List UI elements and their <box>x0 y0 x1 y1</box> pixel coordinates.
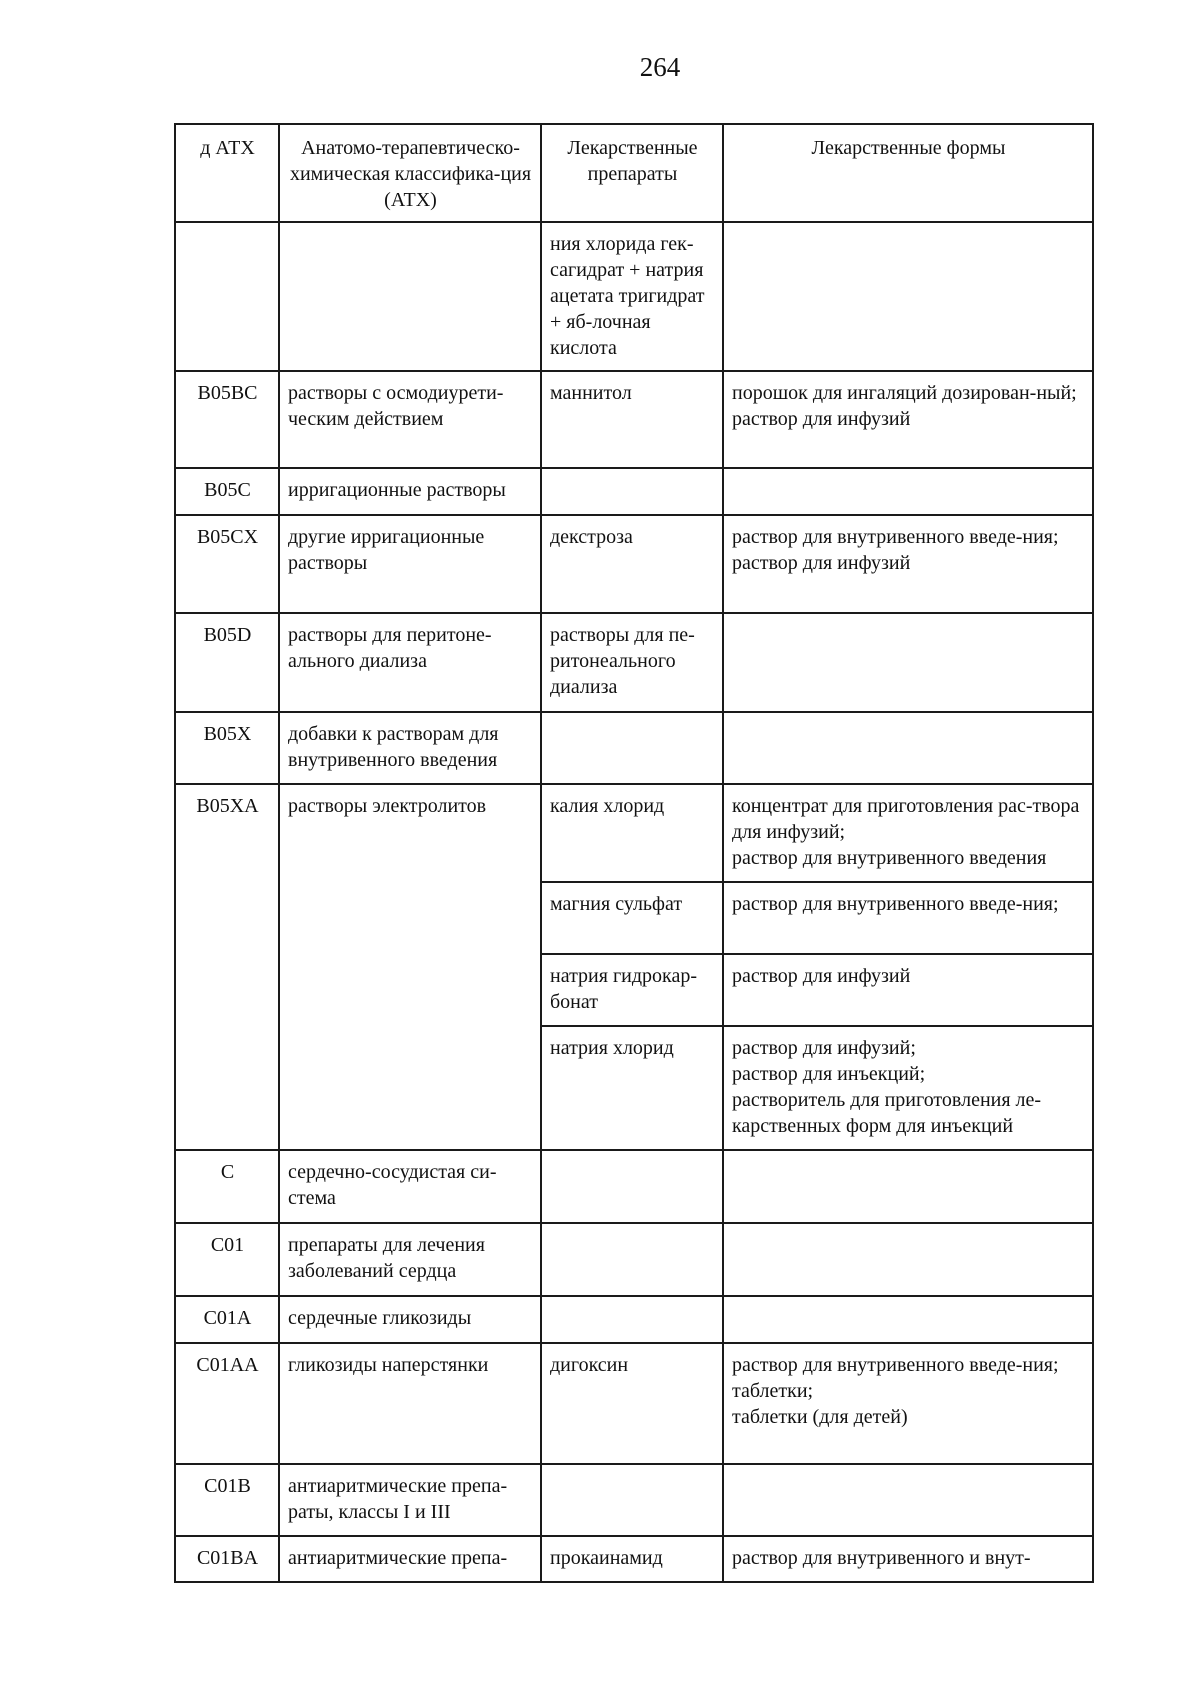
drug-cell <box>541 1464 723 1536</box>
classification-cell: гликозиды наперстянки <box>279 1343 541 1464</box>
atx-code-cell: C <box>175 1150 279 1223</box>
classification-cell: антиаритмические препа-раты, классы I и III <box>279 1464 541 1536</box>
form-line: таблетки; <box>732 1380 814 1402</box>
forms-cell <box>723 222 1093 371</box>
form-line: растворитель для приготовления ле-карственных форм для инъекций <box>732 1089 1042 1137</box>
table-row <box>175 712 1093 784</box>
atx-code-cell: C01 <box>175 1223 279 1296</box>
drug-cell <box>541 468 723 515</box>
table-row <box>175 784 1093 882</box>
table-row <box>175 222 1093 371</box>
form-line: раствор для внутривенного введе-ния; <box>732 526 1059 548</box>
drug-cell: калия хлорид <box>541 784 723 882</box>
drug-cell <box>541 1296 723 1343</box>
atx-code-cell: C01B <box>175 1464 279 1536</box>
atx-table <box>174 123 1094 1583</box>
forms-cell <box>723 1026 1093 1150</box>
atx-code-cell: C01A <box>175 1296 279 1343</box>
atx-code-cell: B05D <box>175 613 279 712</box>
atx-code-cell: B05XA <box>175 784 279 1150</box>
form-line: раствор для инфузий; <box>732 1037 916 1059</box>
page-number: 264 <box>639 52 681 82</box>
table-row <box>175 1343 1093 1464</box>
forms-cell <box>723 371 1093 468</box>
table-row <box>175 1296 1093 1343</box>
table-row <box>175 515 1093 613</box>
form-line: раствор для инфузий <box>732 965 911 987</box>
classification-cell: растворы для перитоне-ального диализа <box>279 613 541 712</box>
classification-cell: растворы электролитов <box>279 784 541 1150</box>
drug-cell: ния хлорида гек-сагидрат + натрия ацетата тригидрат + яб-лочная кислота <box>541 222 723 371</box>
classification-cell <box>279 222 541 371</box>
form-line: раствор для инъекций; <box>732 1063 926 1085</box>
forms-cell <box>723 784 1093 882</box>
form-line: раствор для инфузий <box>732 552 911 574</box>
forms-cell <box>723 1536 1093 1582</box>
header-classification: Анатомо-терапевтическо-химическая классифика-ция (АТХ) <box>279 124 541 222</box>
classification-cell: другие ирригационные растворы <box>279 515 541 613</box>
form-line: концентрат для приготовления рас-твора для инфузий; <box>732 795 1080 843</box>
form-line: раствор для внутривенного введе-ния; <box>732 893 1059 915</box>
atx-code-cell: B05BC <box>175 371 279 468</box>
classification-cell: добавки к растворам для внутривенного введения <box>279 712 541 784</box>
forms-cell <box>723 613 1093 712</box>
drug-cell: прокаинамид <box>541 1536 723 1582</box>
table-row <box>175 468 1093 515</box>
atx-code-cell: B05C <box>175 468 279 515</box>
drug-cell: натрия хлорид <box>541 1026 723 1150</box>
classification-cell: сердечные гликозиды <box>279 1296 541 1343</box>
drug-cell: растворы для пе-ритонеального диализа <box>541 613 723 712</box>
classification-cell: ирригационные растворы <box>279 468 541 515</box>
drug-cell <box>541 1150 723 1223</box>
forms-cell <box>723 1296 1093 1343</box>
classification-cell: растворы с осмодиурети-ческим действием <box>279 371 541 468</box>
atx-code-cell: C01BA <box>175 1536 279 1582</box>
classification-cell: антиаритмические препа- <box>279 1536 541 1582</box>
header-forms: Лекарственные формы <box>723 124 1093 222</box>
forms-cell <box>723 882 1093 954</box>
drug-cell: декстроза <box>541 515 723 613</box>
form-line: порошок для ингаляций дозирован-ный; <box>732 382 1077 404</box>
atx-code-cell: B05X <box>175 712 279 784</box>
header-drugs: Лекарственные препараты <box>541 124 723 222</box>
table-row <box>175 1150 1093 1223</box>
forms-cell <box>723 1343 1093 1464</box>
drug-cell: дигоксин <box>541 1343 723 1464</box>
form-line: таблетки (для детей) <box>732 1406 908 1428</box>
forms-cell <box>723 515 1093 613</box>
form-line: раствор для внутривенного введе-ния; <box>732 1354 1059 1376</box>
forms-cell <box>723 954 1093 1026</box>
drug-cell: натрия гидрокар-бонат <box>541 954 723 1026</box>
classification-cell: препараты для лечения заболеваний сердца <box>279 1223 541 1296</box>
forms-cell <box>723 1150 1093 1223</box>
form-line: раствор для инфузий <box>732 408 911 430</box>
drug-cell <box>541 1223 723 1296</box>
atx-code-cell: C01AA <box>175 1343 279 1464</box>
table-row <box>175 1464 1093 1536</box>
header-code: д АТХ <box>175 124 279 222</box>
forms-cell <box>723 712 1093 784</box>
form-line: раствор для внутривенного и внут- <box>732 1547 1031 1569</box>
forms-cell <box>723 1464 1093 1536</box>
table-row <box>175 371 1093 468</box>
table-row <box>175 1223 1093 1296</box>
form-line: раствор для внутривенного введения <box>732 847 1047 869</box>
drug-cell <box>541 712 723 784</box>
table-header-row <box>175 124 1093 222</box>
forms-cell <box>723 468 1093 515</box>
forms-cell <box>723 1223 1093 1296</box>
classification-cell: сердечно-сосудистая си-стема <box>279 1150 541 1223</box>
drug-cell: магния сульфат <box>541 882 723 954</box>
table-row <box>175 1536 1093 1582</box>
atx-code-cell <box>175 222 279 371</box>
atx-code-cell: B05CX <box>175 515 279 613</box>
table-row <box>175 613 1093 712</box>
drug-cell: маннитол <box>541 371 723 468</box>
